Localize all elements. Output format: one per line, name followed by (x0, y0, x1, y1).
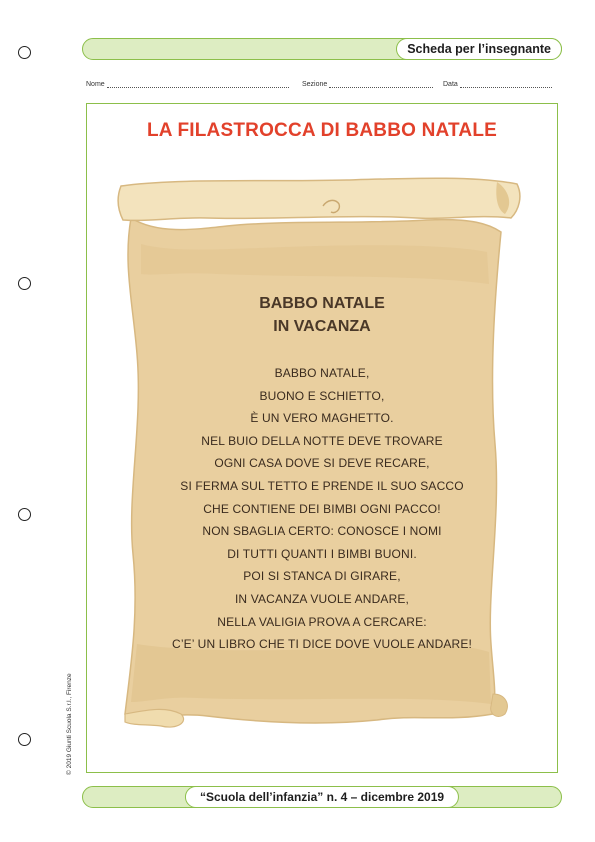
poem-line: CHE CONTIENE DEI BIMBI OGNI PACCO! (203, 501, 441, 516)
date-field[interactable] (443, 80, 552, 88)
poem-line: NON SBAGLIA CERTO: CONOSCE I NOMI (202, 524, 442, 539)
poem-line: DI TUTTI QUANTI I BIMBI BUONI. (227, 546, 417, 561)
name-label: Nome (86, 81, 105, 88)
date-line (460, 80, 552, 88)
section-label: Sezione (302, 81, 328, 88)
copyright-notice: © 2019 Giunti Scuola S.r.l., Firenze (66, 673, 73, 775)
binder-hole-4 (18, 733, 31, 746)
poem-text (87, 362, 557, 656)
poem-line: NELLA VALIGIA PROVA A CERCARE: (217, 614, 427, 629)
poem-line: SI FERMA SUL TETTO E PRENDE IL SUO SACCO (180, 478, 464, 493)
poem-line: È UN VERO MAGHETTO. (250, 411, 394, 426)
poem-line: C’E’ UN LIBRO CHE TI DICE DOVE VUOLE ANDARE! (172, 637, 472, 652)
poem-title-line-1: BABBO NATALE (259, 295, 385, 312)
binder-hole-3 (18, 508, 31, 521)
date-label: Data (443, 81, 458, 88)
parchment-top-roll (118, 178, 520, 220)
poem-line: BABBO NATALE, (274, 366, 370, 380)
poem-line: IN VACANZA VUOLE ANDARE, (234, 591, 410, 606)
poem-line: BUONO E SCHIETTO, (259, 388, 385, 403)
poem-line: POI SI STANCA DI GIRARE, (243, 569, 401, 584)
poem-title (87, 292, 557, 338)
section-line (329, 80, 433, 88)
footer-bar (82, 786, 562, 808)
page-title: LA FILASTROCCA DI BABBO NATALE (146, 120, 498, 141)
name-line (107, 80, 289, 88)
name-field[interactable] (86, 80, 289, 88)
poem-line: NEL BUIO DELLA NOTTE DEVE TROVARE (201, 433, 443, 448)
binder-hole-1 (18, 46, 31, 59)
content-frame (86, 103, 558, 773)
poem-line: OGNI CASA DOVE SI DEVE RECARE, (214, 456, 430, 471)
teacher-sheet-label: Scheda per l’insegnante (396, 38, 562, 60)
section-field[interactable] (302, 80, 433, 88)
publication-label: “Scuola dell’infanzia” n. 4 – dicembre 2019 (185, 786, 459, 808)
parchment-bottom-curl (125, 709, 184, 727)
student-fields (86, 80, 558, 92)
header-bar (82, 38, 562, 60)
poem-title-line-2: IN VACANZA (273, 318, 371, 335)
binder-hole-2 (18, 277, 31, 290)
